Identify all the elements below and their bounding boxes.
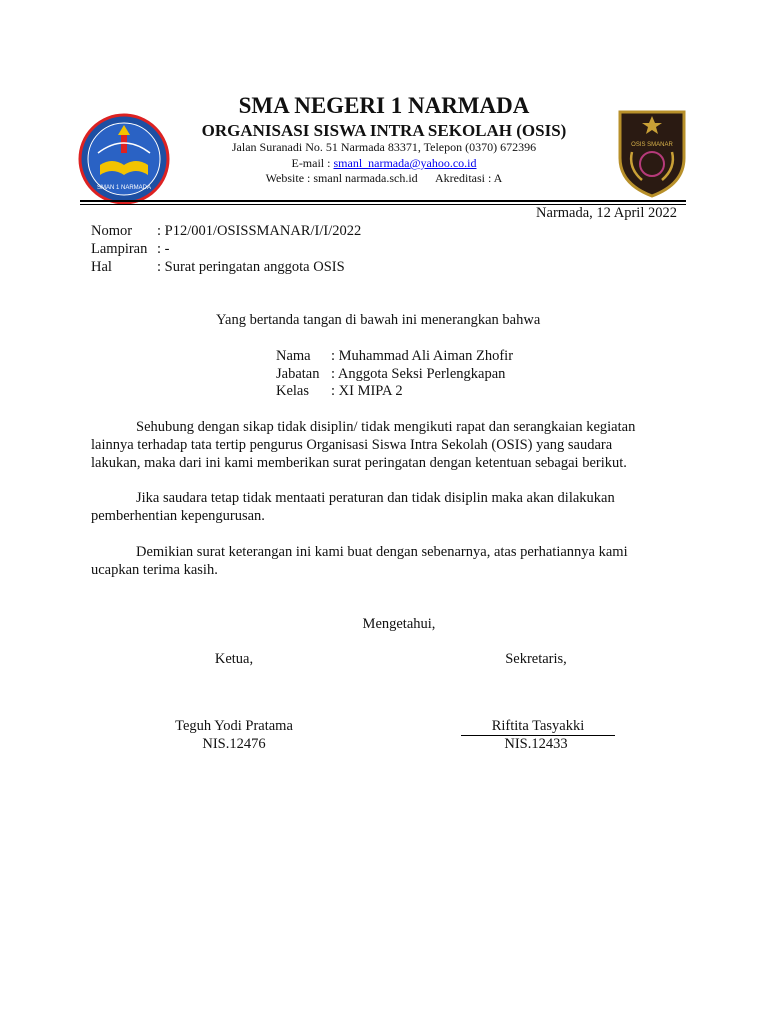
sekretaris-nis: NIS.12433 (504, 736, 568, 752)
paragraph-1-line-1: Sehubung dengan sikap tidak disiplin/ tidak mengikuti rapat dan serangkaian kegiatan (136, 419, 636, 435)
nomor-value: : P12/001/OSISSMANAR/I/I/2022 (157, 223, 362, 239)
sekretaris-role: Sekretaris, (505, 651, 567, 667)
school-name: SMA NEGERI 1 NARMADA (238, 93, 530, 118)
ketua-nis: NIS.12476 (202, 736, 266, 752)
mengetahui-label: Mengetahui, (362, 616, 436, 632)
left-logo-text: SMAN 1 NARMADA (96, 185, 152, 191)
hal-label: Hal (91, 259, 112, 275)
paragraph-3-line-1: Demikian surat keterangan ini kami buat dengan sebenarnya, atas perhatiannya kami (136, 544, 628, 560)
school-address: Jalan Suranadi No. 51 Narmada 83371, Telepon (0370) 672396 (231, 140, 537, 154)
nama-value: : Muhammad Ali Aiman Zhofir (331, 348, 514, 364)
letterhead-rule-thick (80, 200, 686, 202)
jabatan-value: : Anggota Seksi Perlengkapan (331, 366, 506, 382)
jabatan-label: Jabatan (276, 366, 320, 382)
website-line: Website : smanl narmada.sch.id Akreditasi : A (265, 171, 503, 185)
email-link[interactable]: smanl_narmada@yahoo.co.id (333, 156, 477, 170)
nomor-label: Nomor (91, 223, 133, 239)
sekretaris-name: Riftita Tasyakki (461, 718, 615, 736)
ketua-name: Teguh Yodi Pratama (175, 718, 293, 734)
letter-date: Narmada, 12 April 2022 (536, 205, 677, 221)
lampiran-value: : - (157, 241, 170, 257)
paragraph-2-line-1: Jika saudara tetap tidak mentaati peraturan dan tidak disiplin maka akan dilakukan (136, 490, 615, 506)
organization-name: ORGANISASI SISWA INTRA SEKOLAH (OSIS) (201, 121, 567, 140)
hal-value: : Surat peringatan anggota OSIS (157, 259, 345, 275)
email-label: E-mail : (291, 156, 334, 170)
paragraph-2-line-2: pemberhentian kepengurusan. (91, 508, 265, 524)
paragraph-1-line-2: lainnya terhadap tata tertip pengurus Organisasi Siswa Intra Sekolah (OSIS) yang saudara (91, 437, 613, 453)
intro-text: Yang bertanda tangan di bawah ini menerangkan bahwa (216, 312, 541, 328)
ketua-role: Ketua, (214, 651, 254, 667)
kelas-label: Kelas (276, 383, 310, 399)
paragraph-3-line-2: ucapkan terima kasih. (91, 562, 218, 578)
kelas-value: : XI MIPA 2 (331, 383, 403, 399)
paragraph-1-line-3: lakukan, maka dari ini kami memberikan surat peringatan dengan ketentuan sebagai berikut. (91, 455, 627, 471)
lampiran-label: Lampiran (91, 241, 148, 257)
email-line (0, 156, 768, 171)
nama-label: Nama (276, 348, 311, 364)
right-logo-text: OSIS SMANAR (631, 142, 673, 148)
